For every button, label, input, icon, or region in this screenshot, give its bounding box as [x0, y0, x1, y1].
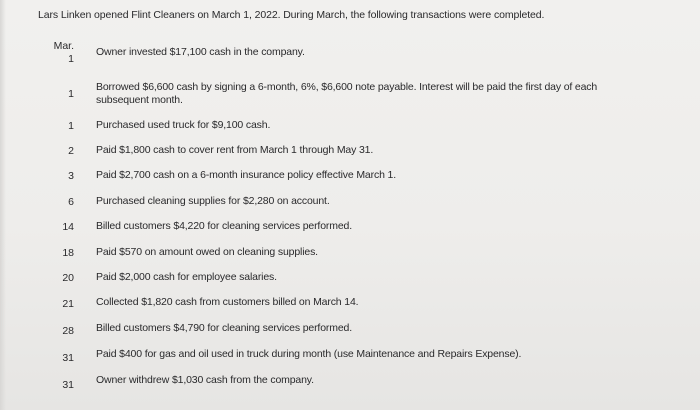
transaction-date: 14	[62, 221, 74, 233]
transaction-description: Paid $400 for gas and oil used in truck during month (use Maintenance and Repairs Expense).	[96, 348, 522, 360]
transaction-date: 6	[68, 196, 74, 208]
transaction-description: Collected $1,820 cash from customers billed on March 14.	[96, 296, 359, 308]
transaction-date: 18	[62, 247, 74, 259]
transaction-description: Purchased used truck for $9,100 cash.	[96, 119, 271, 131]
transaction-date: 21	[62, 298, 74, 310]
transaction-description: Owner invested $17,100 cash in the company.	[96, 46, 305, 58]
transaction-date: 31	[62, 379, 74, 391]
transaction-date: 28	[62, 325, 74, 337]
transaction-date: 1	[68, 53, 74, 65]
transaction-date: 3	[68, 170, 74, 182]
transaction-date: 20	[62, 272, 74, 284]
transaction-description: Paid $2,000 cash for employee salaries.	[96, 271, 277, 283]
transaction-date: 1	[68, 120, 74, 132]
transaction-description: Billed customers $4,220 for cleaning services performed.	[96, 220, 352, 232]
transaction-description: Paid $2,700 cash on a 6-month insurance policy effective March 1.	[96, 169, 396, 181]
transaction-date: 1	[68, 88, 74, 100]
problem-intro: Lars Linken opened Flint Cleaners on March 1, 2022. During March, the following transactions were completed.	[38, 9, 545, 21]
transaction-description: Borrowed $6,600 cash by signing a 6-month, 6%, $6,600 note payable. Interest will be paid the first day of each subsequent month.	[96, 81, 598, 106]
transaction-description: Paid $1,800 cash to cover rent from March 1 through May 31.	[96, 144, 374, 156]
transaction-date: 2	[68, 145, 74, 157]
transaction-description: Billed customers $4,790 for cleaning services performed.	[96, 322, 352, 334]
transaction-description: Owner withdrew $1,030 cash from the company.	[96, 374, 314, 386]
transaction-description: Paid $570 on amount owed on cleaning supplies.	[96, 246, 318, 258]
transaction-date: 31	[62, 352, 74, 364]
transaction-description: Purchased cleaning supplies for $2,280 on account.	[96, 195, 330, 207]
month-label: Mar.	[53, 40, 74, 52]
